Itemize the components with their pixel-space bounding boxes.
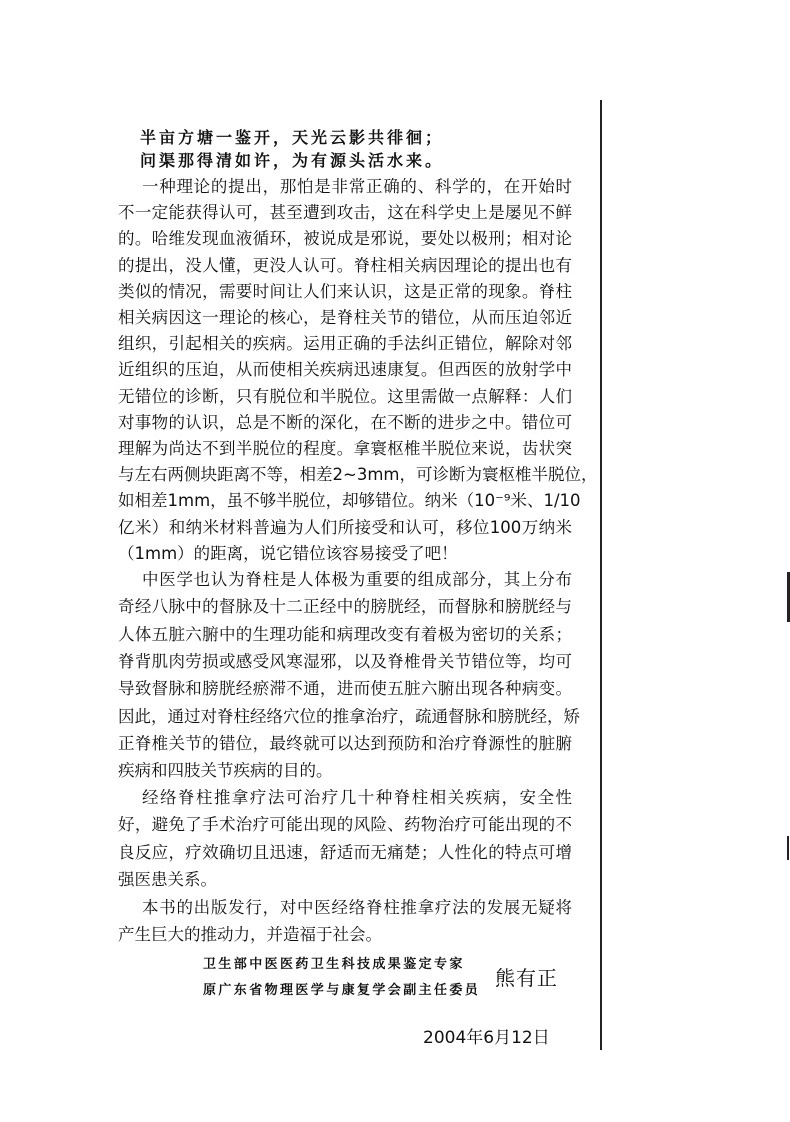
paragraph-line: 本书的出版发行，对中医经络脊柱推拿疗法的发展无疑将	[142, 898, 572, 917]
paragraph-line: 导致督脉和膀胱经瘀滞不通，进而使五脏六腑出现各种病变。	[118, 679, 572, 699]
paragraph-line: 一种理论的提出，那怕是非常正确的、科学的，在开始时	[142, 177, 572, 196]
paragraph-line: 与左右两侧块距离不等，相差2~3mm，可诊断为寰枢椎半脱位，	[118, 465, 598, 485]
paragraph-line: 中医学也认为脊柱是人体极为重要的组成部分，其上分布	[142, 570, 572, 589]
paragraph-line: 不一定能获得认可，甚至遭到攻击，这在科学史上是屡见不鲜	[118, 203, 572, 223]
paragraph-line: 正脊椎关节的错位，最终就可以达到预防和治疗脊源性的脏腑	[118, 733, 572, 753]
page-margin-rule	[600, 100, 602, 1050]
paragraph-line: 强医患关系。	[118, 869, 217, 889]
paragraph-line: 的。哈维发现血液循环，被说成是邪说，要处以极刑；相对论	[118, 229, 572, 249]
paragraph-line: 好，避免了手术治疗可能出现的风险、药物治疗可能出现的不	[118, 815, 572, 835]
paragraph-line: 近组织的压迫，从而使相关疾病迅速康复。但西医的放射学中	[118, 360, 572, 380]
paragraph-line: 的提出，没人懂，更没人认可。脊柱相关病因理论的提出也有	[118, 255, 572, 275]
paragraph-line: 类似的情况，需要时间让人们来认识，这是正常的现象。脊柱	[118, 281, 572, 301]
paragraph-line: 理解为尚达不到半脱位的程度。拿寰枢椎半脱位来说，齿状突	[118, 439, 572, 458]
paragraph-line: 因此，通过对脊柱经络穴位的推拿治疗，疏通督脉和膀胱经，矫	[118, 706, 580, 726]
scan-edge-mark	[787, 836, 789, 860]
paragraph-line: 亿米）和纳米材料普遍为人们所接受和认可，移位100万纳米	[118, 517, 572, 537]
signature-date: 2004年6月12日	[423, 1028, 550, 1048]
paragraph-line: 如相差1mm，虽不够半脱位，却够错位。纳米（10⁻⁹米、1/10	[118, 491, 581, 511]
paragraph-line: 无错位的诊断，只有脱位和半脱位。这里需做一点解释：人们	[118, 386, 572, 406]
signature-name: 熊有正	[495, 966, 558, 990]
paragraph-line: 相关病因这一理论的核心，是脊柱关节的错位，从而压迫邻近	[118, 308, 572, 327]
poem-line: 半亩方塘一鉴开，天光云影共徘徊；	[140, 128, 445, 147]
signature-title: 卫生部中医医药卫生科技成果鉴定专家	[203, 957, 465, 972]
paragraph-line: （1mm）的距离，说它错位该容易接受了吧！	[118, 543, 458, 563]
signature-title: 原广东省物理医学与康复学会副主任委员	[203, 983, 481, 998]
paragraph-line: 产生巨大的推动力，并造福于社会。	[118, 925, 382, 945]
paragraph-line: 奇经八脉中的督脉及十二正经中的膀胱经，而督脉和膀胱经与	[118, 597, 572, 617]
paragraph-line: 组织，引起相关的疾病。运用正确的手法纠正错位，解除对邻	[118, 334, 572, 354]
poem-line: 问渠那得清如许，为有源头活水来。	[140, 151, 445, 170]
paragraph-line: 良反应，疗效确切且迅速，舒适而无痛楚；人性化的特点可增	[118, 842, 572, 862]
paragraph-line: 脊背肌肉劳损或感受风寒湿邪，以及脊椎骨关节错位等，均可	[118, 651, 572, 671]
paragraph-line: 人体五脏六腑中的生理功能和病理改变有着极为密切的关系；	[118, 624, 572, 644]
paragraph-line: 疾病和四肢关节疾病的目的。	[118, 761, 333, 781]
paragraph-line: 对事物的认识，总是不断的深化，在不断的进步之中。错位可	[118, 412, 572, 432]
paragraph-line: 经络脊柱推拿疗法可治疗几十种脊柱相关疾病，安全性	[142, 788, 572, 807]
